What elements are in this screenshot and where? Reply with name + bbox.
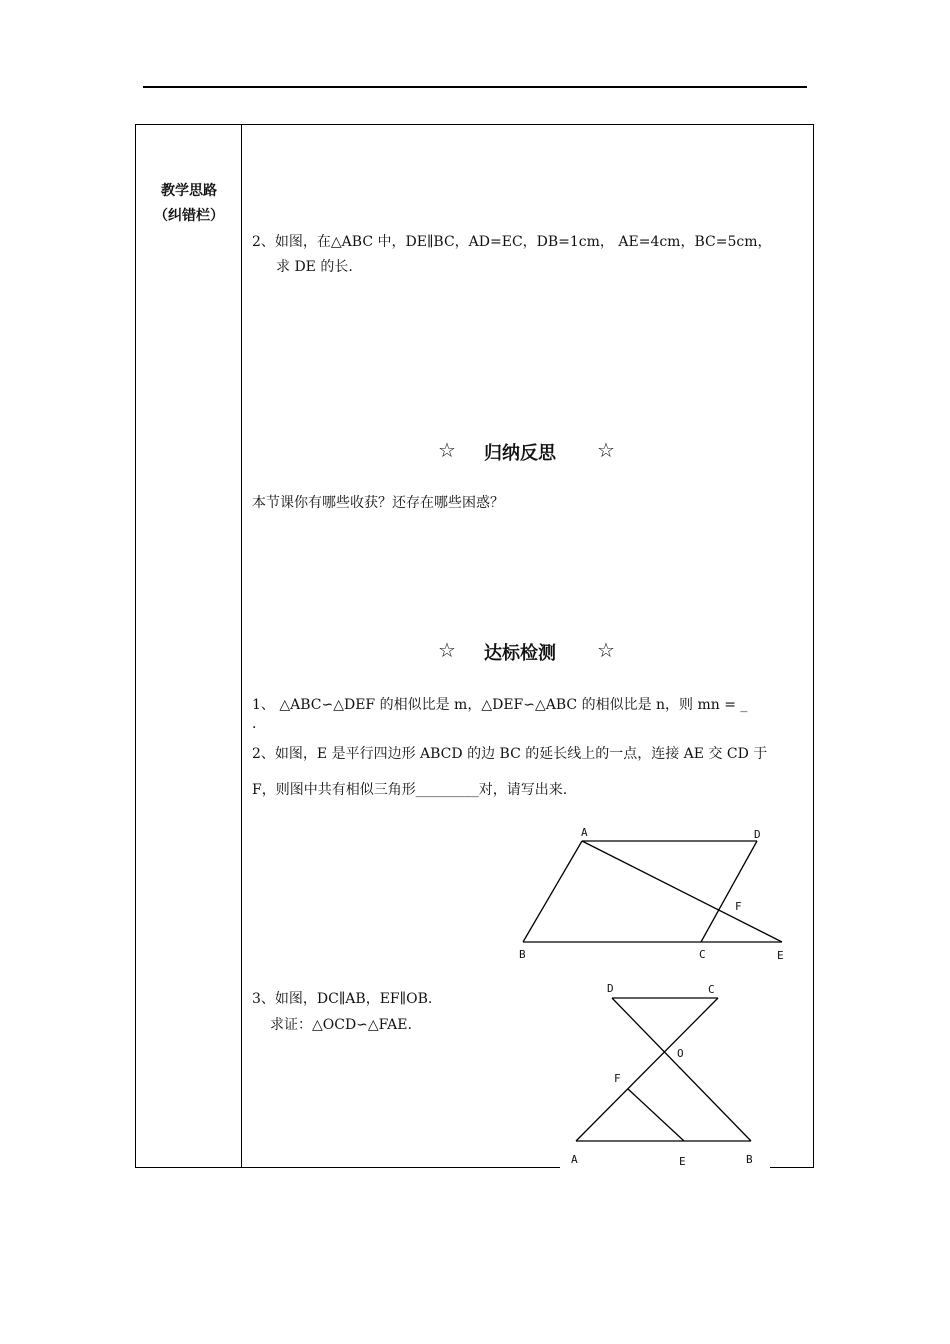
star-icon: ☆ xyxy=(438,638,456,662)
figure-parallelogram xyxy=(505,820,795,965)
question-1-tail: . xyxy=(252,716,257,732)
point-label-f: F xyxy=(735,900,742,913)
point-label-a: A xyxy=(581,826,588,839)
header-rule xyxy=(143,86,807,88)
segment-ab xyxy=(523,841,582,942)
point-label-c: C xyxy=(708,983,715,996)
point-label-b: B xyxy=(519,948,526,961)
problem-2-question: 求 DE 的长. xyxy=(276,259,353,275)
segment-dc xyxy=(701,841,757,942)
point-label-d: D xyxy=(754,828,761,841)
question-1-text: 1、 △ABC∽△DEF 的相似比是 m，△DEF∽△ABC 的相似比是 n，则 mn = _ xyxy=(252,697,748,713)
reflect-prompt: 本节课你有哪些收获？还存在哪些困惑？ xyxy=(252,495,504,511)
side-column-title: 教学思路 xyxy=(161,183,217,199)
point-label-e: E xyxy=(679,1155,686,1168)
point-label-c: C xyxy=(699,948,706,961)
segment-ca xyxy=(576,998,718,1141)
point-label-o: O xyxy=(677,1047,684,1060)
segment-fe xyxy=(628,1089,684,1141)
problem-2-text: 2、如图，在△ABC 中，DE∥BC，AD=EC，DB=1cm， AE=4cm，BC=5cm， xyxy=(252,234,772,250)
point-label-b: B xyxy=(746,1153,753,1166)
section-test-title: 达标检测 xyxy=(484,643,556,664)
question-2-text: 2、如图，E 是平行四边形 ABCD 的边 BC 的延长线上的一点，连接 AE 交 CD 于 xyxy=(252,746,768,762)
star-icon: ☆ xyxy=(597,438,615,462)
question-3-proof: 求证：△OCD∽△FAE. xyxy=(270,1017,412,1033)
side-column-subtitle: （纠错栏） xyxy=(154,208,224,224)
question-3-text: 3、如图，DC∥AB，EF∥OB. xyxy=(252,991,433,1007)
point-label-d: D xyxy=(607,982,614,995)
point-label-f: F xyxy=(614,1072,621,1085)
star-icon: ☆ xyxy=(438,438,456,462)
section-reflect-title: 归纳反思 xyxy=(484,443,556,464)
column-divider xyxy=(241,124,242,1168)
point-label-e: E xyxy=(777,949,784,962)
figure-hourglass xyxy=(560,976,770,1172)
star-icon: ☆ xyxy=(597,638,615,662)
question-2-continued: F，则图中共有相似三角形_________对，请写出来. xyxy=(252,782,568,798)
segment-ae xyxy=(582,841,782,942)
segment-db xyxy=(612,998,751,1141)
point-label-a: A xyxy=(571,1153,578,1166)
